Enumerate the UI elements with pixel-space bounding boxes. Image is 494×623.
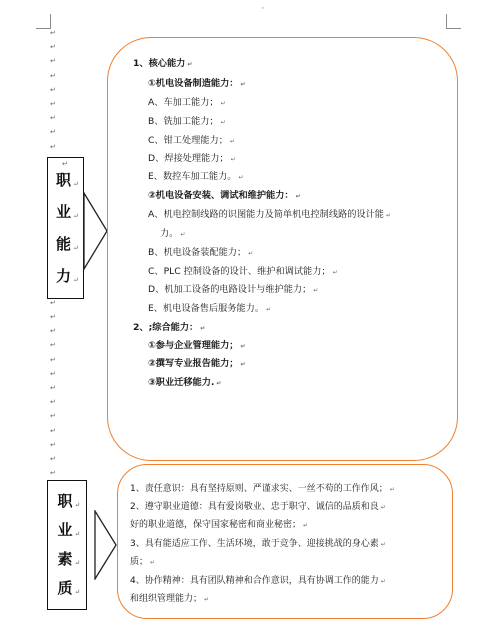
ability-line-text: A、车加工能力；	[148, 97, 219, 108]
paragraph-mark: ↵	[50, 100, 56, 108]
ability-line-text: D、焊接处理能力；	[148, 153, 229, 164]
paragraph-mark: ↵	[50, 142, 56, 151]
crop-mark-top-left	[36, 14, 51, 29]
label-char: 力 ↵	[56, 269, 71, 284]
crop-mark-top-right	[446, 14, 461, 29]
quality-line	[130, 482, 445, 497]
paragraph-mark: ↵	[50, 412, 56, 421]
label-char: 质 ↵	[57, 581, 72, 596]
ability-line	[148, 265, 338, 279]
ability-line	[133, 57, 192, 71]
ability-line	[148, 376, 221, 390]
quality-line-text: 2、遵守职业道德：具有爱岗敬业、忠于职守、诚信的品质和良	[130, 502, 379, 512]
paragraph-mark: ↵	[50, 298, 56, 307]
paragraph-mark: ↵	[74, 530, 81, 538]
top-mark: '	[262, 6, 264, 14]
paragraph-mark: ↵	[50, 341, 56, 350]
quality-line	[130, 574, 445, 589]
paragraph-mark: ↵	[385, 212, 392, 219]
paragraph-mark: ↵	[204, 596, 210, 603]
ability-line-text: 力。	[160, 228, 179, 239]
ability-line-text: B、铣加工能力；	[148, 116, 219, 127]
quality-line	[130, 500, 445, 515]
quality-line-text: 好的职业道德，保守国家秘密和商业秘密；	[130, 520, 302, 530]
paragraph-mark: ↵	[313, 287, 319, 294]
paragraph-mark: ↵	[50, 29, 56, 37]
paragraph-mark: ↵	[220, 100, 226, 107]
paragraph-mark: ↵	[50, 469, 56, 478]
quality-line-text: 3、具有能适应工作、生活环境，敢于竞争、迎接挑战的身心素	[130, 539, 379, 549]
label-char: 业 ↵	[56, 205, 71, 220]
ability-line-text: C、钳工处理能力；	[148, 135, 228, 146]
ability-line-text: E、机电设备售后服务能力。	[148, 303, 265, 314]
paragraph-mark: ↵	[74, 501, 81, 509]
paragraph-mark: ↵	[50, 369, 56, 378]
paragraph-mark: ↵	[180, 231, 186, 238]
ability-line	[160, 227, 185, 241]
ability-line	[148, 208, 391, 222]
paragraph-mark: ↵	[50, 71, 56, 80]
ability-arrow	[83, 192, 109, 270]
paragraph-mark: ↵	[50, 440, 56, 449]
ability-line	[148, 189, 301, 203]
paragraph-mark: ↵	[240, 361, 246, 368]
paragraph-mark: ↵	[216, 380, 222, 387]
paragraph-mark: ↵	[220, 119, 226, 126]
quality-line	[130, 555, 445, 570]
paragraph-mark: ↵	[200, 325, 206, 332]
label-char: 素 ↵	[57, 552, 72, 567]
paragraph-mark: ↵	[50, 327, 56, 336]
ability-line-text: 2、;综合能力：	[133, 322, 199, 333]
quality-line	[130, 518, 445, 533]
ability-line-text: E、数控车加工能力。	[148, 171, 237, 182]
ability-line	[148, 170, 244, 184]
ability-line	[148, 339, 246, 353]
ability-line-text: ②机电设备安装、调试和维护能力：	[148, 190, 294, 201]
quality-arrow	[94, 510, 118, 580]
paragraph-mark: ↵	[72, 179, 79, 188]
ability-line	[148, 77, 246, 91]
paragraph-mark: ↵	[50, 355, 56, 364]
quality-line	[130, 537, 445, 552]
label-char: 职 ↵	[57, 494, 72, 509]
ability-line-text: A、机电控制线路的识图能力及简单机电控制线路的设计能	[148, 209, 384, 220]
paragraph-mark: ↵	[240, 343, 246, 350]
quality-line-text: 1、责任意识：具有坚持原则、严谨求实、一丝不苟的工作作风；	[130, 484, 388, 494]
ability-line	[148, 134, 235, 148]
paragraph-mark: ↵	[266, 306, 272, 313]
paragraph-mark: ↵	[295, 193, 301, 200]
paragraph-mark: ↵	[380, 541, 386, 548]
ability-line	[148, 115, 226, 129]
paragraph-mark: ↵	[187, 61, 193, 68]
paragraph-mark: ↵	[389, 486, 395, 493]
paragraph-mark: ↵	[50, 426, 56, 435]
paragraph-mark: ↵	[50, 455, 56, 463]
paragraph-mark: ↵	[240, 81, 246, 88]
quality-line-text: 和组织管理能力；	[130, 594, 203, 604]
paragraph-mark: ↵	[50, 313, 56, 321]
label-char: 职 ↵	[56, 173, 71, 188]
ability-label-box	[47, 157, 84, 299]
paragraph-mark: ↵	[380, 504, 386, 511]
paragraph-mark: ↵	[72, 211, 79, 220]
paragraph-mark: ↵	[380, 578, 386, 585]
paragraph-mark: ↵	[72, 243, 79, 252]
paragraph-mark: ↵	[72, 275, 79, 284]
ability-line-text: C、PLC 控制设备的设计、维护和调试能力；	[148, 266, 331, 277]
paragraph-mark: ↵	[303, 522, 309, 529]
ability-line-text: 1、核心能力	[133, 58, 186, 69]
ability-line	[148, 246, 253, 260]
ability-line-text: ①机电设备制造能力：	[148, 78, 239, 89]
paragraph-mark: ↵	[230, 156, 236, 163]
paragraph-mark: ↵	[150, 559, 156, 566]
ability-line	[133, 321, 205, 335]
paragraph-mark: ↵	[50, 128, 56, 137]
ability-line-text: D、机加工设备的电路设计与维护能力；	[148, 284, 312, 295]
quality-line-text: 质；	[130, 557, 149, 567]
paragraph-mark: ↵	[74, 588, 81, 596]
ability-line	[148, 302, 271, 316]
ability-line-text: ③职业迁移能力.	[148, 377, 215, 388]
paragraph-mark: ↵	[229, 138, 235, 145]
label-char: 业 ↵	[57, 523, 72, 538]
paragraph-mark: ↵	[50, 384, 56, 392]
ability-line	[148, 357, 246, 371]
paragraph-mark: ↵	[50, 85, 56, 94]
quality-line-text: 4、协作精神：具有团队精神和合作意识，具有协调工作的能力	[130, 576, 379, 586]
quality-label-box	[47, 480, 87, 610]
ability-line	[148, 152, 236, 166]
paragraph-mark: ↵	[50, 43, 56, 52]
paragraph-mark: ↵	[332, 269, 338, 276]
paragraph-mark: ↵	[238, 174, 244, 181]
label-char: 能 ↵	[56, 237, 71, 252]
paragraph-mark: ↵	[62, 160, 68, 168]
paragraph-mark: ↵	[50, 114, 56, 123]
paragraph-mark: ↵	[74, 559, 81, 567]
paragraph-mark: ↵	[248, 250, 254, 257]
ability-line	[148, 283, 318, 297]
ability-line-text: B、机电设备装配能力；	[148, 247, 247, 258]
ability-line-text: ②撰写专业报告能力；	[148, 358, 239, 369]
paragraph-mark: ↵	[50, 398, 56, 407]
paragraph-mark: ↵	[50, 57, 56, 66]
ability-line-text: ①参与企业管理能力；	[148, 340, 239, 351]
quality-line	[130, 592, 445, 607]
ability-line	[148, 96, 226, 110]
